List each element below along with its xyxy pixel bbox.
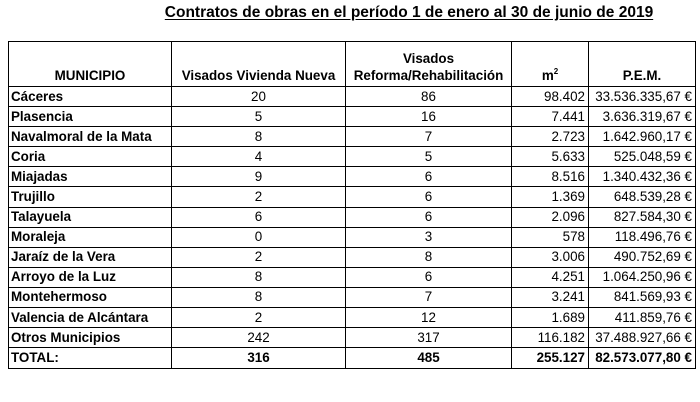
cell-pem: 648.539,28 € [589,187,696,207]
cell-municipio: Coria [9,147,172,167]
cell-pem: 827.584,30 € [589,207,696,227]
table-row [9,87,696,107]
cell-pem: 37.488.927,66 € [589,328,696,348]
cell-municipio: Talayuela [9,207,172,227]
cell-m2: 3.241 [512,287,589,307]
cell-vivienda: 4 [172,147,346,167]
cell-reforma: 7 [346,127,512,147]
cell-reforma: 6 [346,267,512,287]
cell-municipio: Trujillo [9,187,172,207]
cell-m2: 2.096 [512,207,589,227]
table-row [9,187,696,207]
header-reforma [346,42,512,87]
cell-m2: 5.633 [512,147,589,167]
cell-m2: 3.006 [512,247,589,267]
cell-municipio: Plasencia [9,107,172,127]
table-header-row [9,42,696,87]
cell-m2: 98.402 [512,87,589,107]
cell-reforma: 3 [346,227,512,247]
cell-reforma: 16 [346,107,512,127]
cell-reforma: 7 [346,287,512,307]
cell-reforma: 86 [346,87,512,107]
cell-pem: 411.859,76 € [589,308,696,328]
table-row [9,267,696,287]
cell-vivienda: 2 [172,247,346,267]
cell-reforma: 6 [346,167,512,187]
cell-pem: 1.642.960,17 € [589,127,696,147]
total-vivienda: 316 [172,348,346,369]
cell-municipio: Arroyo de la Luz [9,267,172,287]
cell-pem: 525.048,59 € [589,147,696,167]
header-m2 [512,42,589,87]
cell-municipio: Navalmoral de la Mata [9,127,172,147]
header-m2-sup: 2 [553,67,559,76]
table-row [9,287,696,307]
table-row [9,247,696,267]
cell-pem: 1.064.250,96 € [589,267,696,287]
cell-municipio: Jaraíz de la Vera [9,247,172,267]
cell-m2: 1.689 [512,308,589,328]
cell-pem: 490.752,69 € [589,247,696,267]
cell-municipio: Cáceres [9,87,172,107]
table-row [9,227,696,247]
cell-pem: 33.536.335,67 € [589,87,696,107]
table-row [9,328,696,348]
header-reforma-line2: Reforma/Rehabilitación [353,68,504,83]
table-row [9,107,696,127]
cell-vivienda: 20 [172,87,346,107]
cell-vivienda: 2 [172,187,346,207]
table-row [9,167,696,187]
total-m2: 255.127 [512,348,589,369]
cell-vivienda: 8 [172,287,346,307]
cell-m2: 4.251 [512,267,589,287]
table-row [9,308,696,328]
header-municipio: MUNICIPIO [9,42,172,87]
cell-municipio: Valencia de Alcántara [9,308,172,328]
cell-vivienda: 0 [172,227,346,247]
cell-reforma: 5 [346,147,512,167]
cell-m2: 8.516 [512,167,589,187]
cell-m2: 1.369 [512,187,589,207]
total-row [9,348,696,369]
cell-reforma: 6 [346,187,512,207]
table-row [9,147,696,167]
cell-reforma: 8 [346,247,512,267]
total-reforma: 485 [346,348,512,369]
cell-pem: 118.496,76 € [589,227,696,247]
cell-m2: 116.182 [512,328,589,348]
cell-vivienda: 8 [172,267,346,287]
cell-reforma: 12 [346,308,512,328]
cell-vivienda: 5 [172,107,346,127]
cell-pem: 841.569,93 € [589,287,696,307]
cell-municipio: Moraleja [9,227,172,247]
header-vivienda: Visados Vivienda Nueva [172,42,346,87]
cell-reforma: 6 [346,207,512,227]
cell-municipio: Montehermoso [9,287,172,307]
cell-pem: 3.636.319,67 € [589,107,696,127]
cell-vivienda: 9 [172,167,346,187]
cell-municipio: Otros Municipios [9,328,172,348]
total-label: TOTAL: [9,348,172,369]
cell-pem: 1.340.432,36 € [589,167,696,187]
cell-municipio: Miajadas [9,167,172,187]
cell-vivienda: 6 [172,207,346,227]
table-row [9,127,696,147]
title-text: Contratos de obras en el período 1 de enero al 30 de junio de 2019 [164,4,654,21]
table-row [9,207,696,227]
header-pem: P.E.M. [589,42,696,87]
contracts-table [8,41,696,369]
header-m2-base: m [541,68,554,83]
cell-vivienda: 2 [172,308,346,328]
cell-m2: 7.441 [512,107,589,127]
cell-vivienda: 242 [172,328,346,348]
document-title [0,4,700,22]
header-reforma-line1: Visados [402,51,455,66]
cell-vivienda: 8 [172,127,346,147]
total-pem: 82.573.077,80 € [589,348,696,369]
cell-reforma: 317 [346,328,512,348]
cell-m2: 578 [512,227,589,247]
cell-m2: 2.723 [512,127,589,147]
